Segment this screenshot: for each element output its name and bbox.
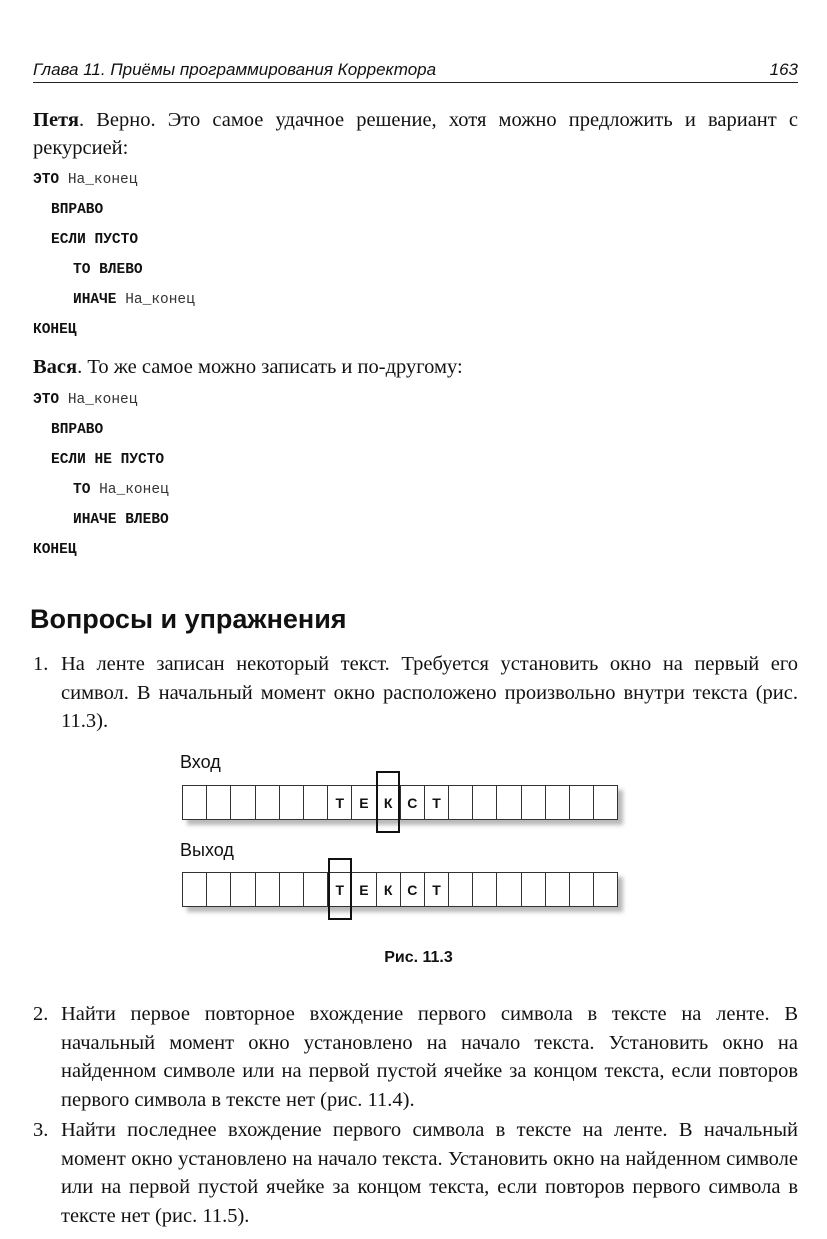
tape-cell <box>473 785 497 820</box>
tape-cell <box>231 872 255 907</box>
tape-cell: С <box>401 785 425 820</box>
code-line <box>33 321 195 351</box>
exercise-number: 1. <box>33 653 49 675</box>
tape-cell <box>280 872 304 907</box>
tape-cell <box>546 785 570 820</box>
tape-output <box>182 872 618 907</box>
tape-label-output: Выход <box>180 840 234 860</box>
code-keyword: КОНЕЦ <box>33 322 77 338</box>
figure-caption: Рис. 11.3 <box>384 949 453 966</box>
code-identifier: На_конец <box>67 172 138 188</box>
tape-cell <box>207 785 231 820</box>
tape-cell <box>570 785 594 820</box>
tape-cell: Е <box>352 785 376 820</box>
tape-cell <box>449 785 473 820</box>
dialog-text: . То же самое можно записать и по-другому: <box>77 356 463 378</box>
exercise-item <box>33 1116 798 1230</box>
tape-window-output <box>328 858 352 920</box>
code-keyword: ТО ВЛЕВО <box>73 262 143 278</box>
code-identifier: На_конец <box>99 482 169 498</box>
tape-cell <box>522 785 546 820</box>
exercise-item <box>33 1000 798 1114</box>
code-keyword: ЭТО <box>33 392 60 408</box>
tape-cell <box>546 872 570 907</box>
code-keyword: ЭТО <box>33 172 60 188</box>
code-keyword: ИНАЧЕ ВЛЕВО <box>73 512 169 528</box>
speaker-name: Вася <box>33 356 78 378</box>
tape-cell <box>594 872 618 907</box>
exercise-item <box>33 650 798 736</box>
tape-cell <box>280 785 304 820</box>
tape-cell <box>570 872 594 907</box>
chapter-title: Глава 11. Приёмы программирования Корректора <box>33 60 437 79</box>
tape-cell <box>522 872 546 907</box>
tape-input <box>182 785 618 820</box>
code-line <box>33 261 195 291</box>
tape-cell <box>497 872 521 907</box>
code-keyword: ЕСЛИ НЕ ПУСТО <box>51 452 165 468</box>
tape-cell <box>256 785 280 820</box>
code-line <box>33 231 195 261</box>
code-keyword: ВПРАВО <box>51 202 104 218</box>
dialog-petya <box>33 106 798 162</box>
code-line <box>33 391 169 421</box>
tape-cell: Т <box>425 872 449 907</box>
code-line <box>33 421 169 451</box>
tape-cell: Т <box>328 872 352 907</box>
tape-window-input <box>376 771 400 833</box>
tape-cell <box>183 785 207 820</box>
code-keyword: ИНАЧЕ <box>73 292 117 308</box>
tape-cell: К <box>377 785 401 820</box>
tape-cell <box>473 872 497 907</box>
code-line <box>33 481 169 511</box>
running-header <box>33 58 798 83</box>
tape-cell <box>183 872 207 907</box>
exercise-text: Найти первое повторное вхождение первого символа в тексте на ленте. В начальный момент окно установлено на начало текста. Установить окно на найденном символе или на первой пустой ячейке за концом текста, если повторов первого символа в тексте нет (рис. 11.4). <box>61 1003 798 1111</box>
code-keyword: ВПРАВО <box>51 422 104 438</box>
exercise-number: 3. <box>33 1119 49 1141</box>
tape-label-input: Вход <box>180 752 221 772</box>
tape-cell <box>449 872 473 907</box>
code-identifier: На_конец <box>67 392 138 408</box>
section-title: Вопросы и упражнения <box>30 604 347 634</box>
tape-cell <box>207 872 231 907</box>
tape-cell <box>304 872 328 907</box>
code-line <box>33 201 195 231</box>
tape-cell: Т <box>328 785 352 820</box>
code-line <box>33 171 195 201</box>
code-keyword: КОНЕЦ <box>33 542 77 558</box>
code-line <box>33 541 169 571</box>
code-block-alternative <box>33 391 169 571</box>
tape-cell: Т <box>425 785 449 820</box>
speaker-name: Петя <box>33 109 79 131</box>
code-block-recursive <box>33 171 195 351</box>
exercise-text: Найти последнее вхождение первого символа в тексте на ленте. В начальный момент окно установлено на начало текста. Установить окно на найденном символе или на первой пустой ячейке за концом текста, если повторов первого символа в тексте нет (рис. 11.5). <box>61 1119 798 1227</box>
tape-cell <box>256 872 280 907</box>
dialog-text: . Верно. Это самое удачное решение, хотя можно предложить и вариант с рекурсией: <box>33 109 798 159</box>
exercise-text: На ленте записан некоторый текст. Требуется установить окно на первый его символ. В начальный момент окно расположено произвольно внутри текста (рис. 11.3). <box>61 653 798 732</box>
tape-cell: С <box>401 872 425 907</box>
code-line <box>33 451 169 481</box>
code-line <box>33 511 169 541</box>
code-keyword: ТО <box>73 482 91 498</box>
code-identifier: На_конец <box>125 292 195 308</box>
tape-cell <box>304 785 328 820</box>
tape-cell: К <box>377 872 401 907</box>
dialog-vasya <box>33 353 798 381</box>
tape-cell <box>231 785 255 820</box>
code-keyword: ЕСЛИ ПУСТО <box>51 232 139 248</box>
tape-cell: Е <box>352 872 376 907</box>
tape-cell <box>594 785 618 820</box>
code-line <box>33 291 195 321</box>
page-number: 163 <box>769 60 798 79</box>
tape-cell <box>497 785 521 820</box>
exercise-number: 2. <box>33 1003 49 1025</box>
